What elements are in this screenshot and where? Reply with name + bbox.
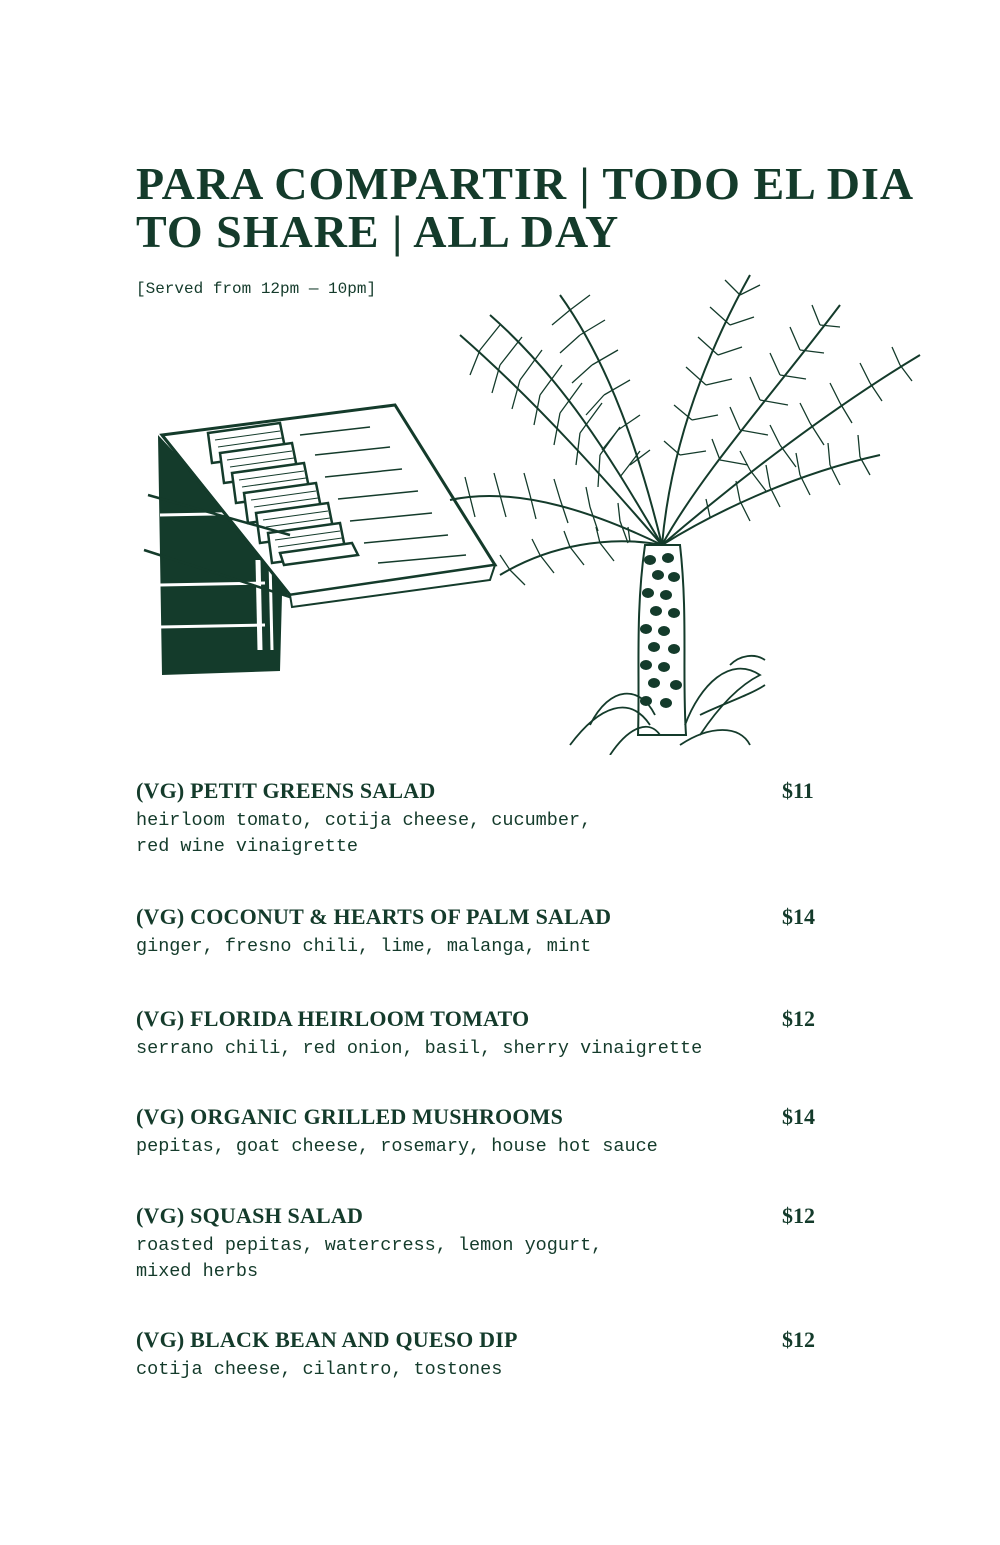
title-line-spanish: PARA COMPARTIR | TODO EL DIA <box>136 158 915 209</box>
menu-item-price: $11 <box>782 778 814 803</box>
menu-item-name: (VG) BLACK BEAN AND QUESO DIP <box>136 1327 518 1352</box>
menu-item-description-line: cotija cheese, cilantro, tostones <box>136 1359 503 1380</box>
menu-item-price: $12 <box>782 1203 815 1228</box>
menu-item-description-line: ginger, fresno chili, lime, malanga, mint <box>136 936 592 957</box>
title-line-english: TO SHARE | ALL DAY <box>136 206 620 257</box>
serving-hours: [Served from 12pm — 10pm] <box>136 280 377 298</box>
menu-item-description <box>136 1357 502 1383</box>
menu-item-name: (VG) FLORIDA HEIRLOOM TOMATO <box>136 1006 530 1031</box>
palm-tree-icon <box>450 275 920 755</box>
menu-item-name: (VG) COCONUT & HEARTS OF PALM SALAD <box>136 904 612 929</box>
page-title <box>136 160 914 256</box>
menu-item-price: $14 <box>782 904 815 929</box>
awning-icon <box>144 405 495 675</box>
menu-item-name: (VG) SQUASH SALAD <box>136 1203 364 1228</box>
menu-item-description-line: pepitas, goat cheese, rosemary, house hot sauce <box>136 1136 658 1157</box>
menu-item-description-line: serrano chili, red onion, basil, sherry vinaigrette <box>136 1038 703 1059</box>
menu-item-description <box>136 1233 602 1285</box>
menu-item-description <box>136 934 591 960</box>
menu-item-description-line: roasted pepitas, watercress, lemon yogurt, <box>136 1235 603 1256</box>
menu-item-name: (VG) ORGANIC GRILLED MUSHROOMS <box>136 1104 564 1129</box>
menu-item-price: $12 <box>782 1327 815 1352</box>
illustration <box>140 255 940 755</box>
menu-item-name: (VG) PETIT GREENS SALAD <box>136 778 436 803</box>
menu-item-description <box>136 1036 702 1062</box>
menu-item-price: $12 <box>782 1006 815 1031</box>
menu-item-description <box>136 808 591 860</box>
menu-item-description <box>136 1134 658 1160</box>
menu-item-description-line: heirloom tomato, cotija cheese, cucumber, <box>136 810 592 831</box>
menu-item-price: $14 <box>782 1104 815 1129</box>
menu-item-description-line: red wine vinaigrette <box>136 836 359 857</box>
menu-item-description-line: mixed herbs <box>136 1261 259 1282</box>
